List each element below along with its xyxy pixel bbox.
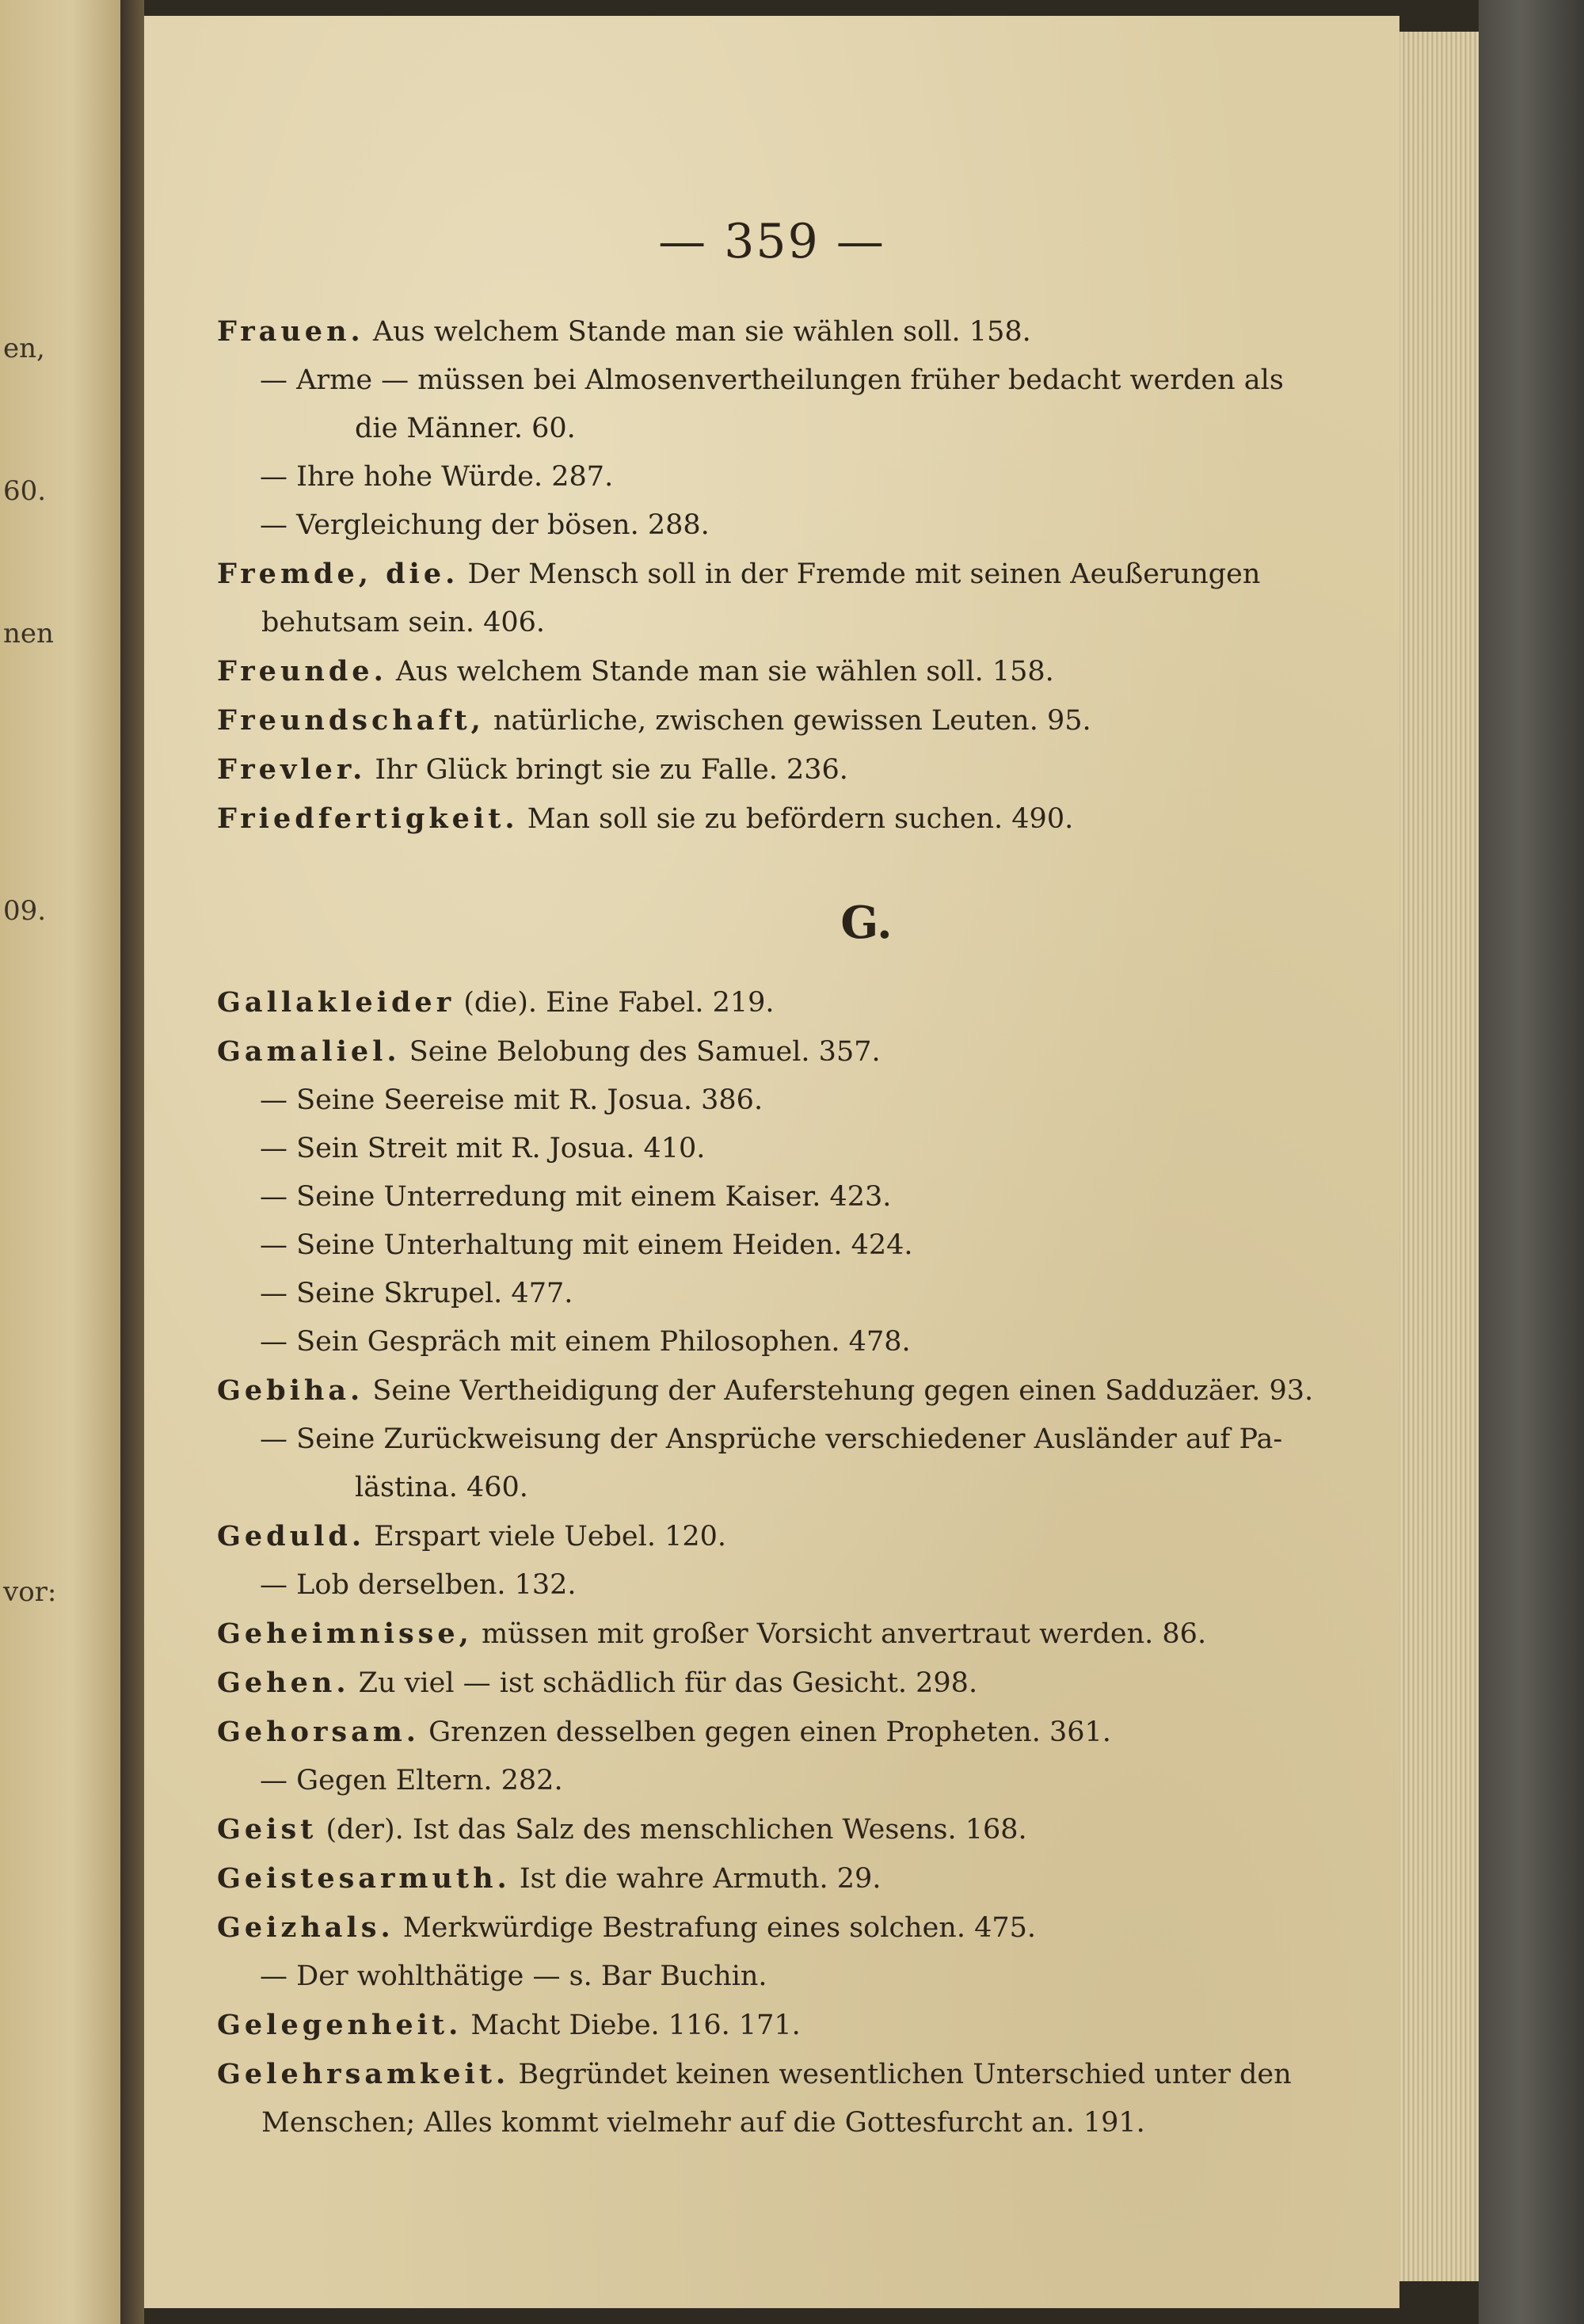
entry-text: Ihr Glück bringt sie zu Falle. 236. — [375, 754, 848, 786]
entry-text: Sein Streit mit R. Josua. 410. — [296, 1133, 706, 1164]
left-fragment: 60. — [3, 475, 47, 507]
index-entry — [217, 1953, 1373, 2001]
entry-text: Vergleichung der bösen. 288. — [296, 509, 710, 541]
entry-text: Ist die wahre Armuth. 29. — [519, 1863, 881, 1895]
entry-text: Aus welchem Stande man sie wählen soll. 158. — [395, 656, 1054, 688]
index-entry — [217, 1270, 1373, 1318]
entry-continuation: die Männer. 60. — [355, 413, 576, 444]
entry-keyword: Gelegenheit. — [217, 2009, 463, 2041]
entry-keyword: — — [260, 509, 287, 541]
entry-keyword: — — [260, 1326, 287, 1358]
entry-keyword: — — [260, 1960, 287, 1992]
index-entry — [217, 1221, 1373, 1270]
index-entry — [217, 1125, 1373, 1173]
entry-text: Seine Belobung des Samuel. 357. — [409, 1036, 881, 1068]
entry-keyword: Gelehrsamkeit. — [217, 2058, 510, 2090]
index-entry — [217, 1659, 1373, 1708]
entry-text: Man soll sie zu befördern suchen. 490. — [527, 803, 1074, 835]
page-number: — 359 — — [658, 214, 885, 269]
book-gutter — [120, 0, 144, 2324]
index-entry — [217, 1708, 1373, 1757]
section-f — [217, 307, 1373, 844]
page-edges — [1399, 32, 1479, 2281]
entry-text: (die). Eine Fabel. 219. — [463, 987, 775, 1019]
entry-keyword: — — [260, 364, 287, 396]
entry-text: Der wohlthätige — s. Bar Buchin. — [296, 1960, 767, 1992]
entry-text: Aus welchem Stande man sie wählen soll. 158. — [372, 316, 1031, 348]
index-entry — [217, 1173, 1373, 1221]
entry-keyword: Geist — [217, 1813, 318, 1846]
entry-text: Seine Unterredung mit einem Kaiser. 423. — [296, 1181, 892, 1213]
index-entry — [217, 1318, 1373, 1366]
entry-text: Macht Diebe. 116. 171. — [470, 2010, 801, 2041]
index-entry — [217, 647, 1373, 696]
entry-keyword: Geistesarmuth. — [217, 1862, 511, 1895]
entry-keyword: — — [260, 1133, 287, 1164]
book-cover — [1479, 0, 1584, 2324]
entry-continuation: Menschen; Alles kommt vielmehr auf die Gottesfurcht an. 191. — [261, 2107, 1145, 2139]
index-entry — [217, 501, 1373, 550]
index-entry — [217, 307, 1373, 356]
index-entries — [217, 307, 1373, 2147]
index-entry — [217, 794, 1373, 844]
index-entry — [217, 1610, 1373, 1659]
book-page — [144, 16, 1399, 2308]
index-entry — [217, 1854, 1373, 1903]
entry-keyword: Geheimnisse, — [217, 1617, 473, 1650]
entry-continuation: lästina. 460. — [355, 1472, 528, 1503]
entry-keyword: — — [260, 1569, 287, 1601]
index-entry — [217, 696, 1373, 745]
index-entry — [217, 745, 1373, 794]
entry-keyword: Freundschaft, — [217, 704, 485, 737]
index-entry — [217, 978, 1373, 1027]
entry-text: Gegen Eltern. 282. — [296, 1765, 563, 1796]
entry-keyword: — — [260, 1229, 287, 1261]
entry-text: Seine Zurückweisung der Ansprüche verschiedener Ausländer auf Pa- — [296, 1423, 1283, 1455]
index-entry — [217, 453, 1373, 501]
index-entry — [217, 1366, 1373, 1415]
entry-keyword: — — [260, 1765, 287, 1796]
entry-text: Seine Seereise mit R. Josua. 386. — [296, 1084, 763, 1116]
left-fragment: 09. — [3, 895, 47, 927]
entry-keyword: — — [260, 1181, 287, 1213]
index-entry — [217, 1415, 1373, 1512]
entry-text: Ihre hohe Würde. 287. — [296, 461, 614, 493]
entry-keyword: Geizhals. — [217, 1911, 394, 1944]
index-entry — [217, 1561, 1373, 1610]
entry-text: Merkwürdige Bestrafung eines solchen. 475. — [402, 1912, 1037, 1944]
entry-keyword: Gallakleider — [217, 986, 455, 1019]
index-entry — [217, 550, 1373, 647]
entry-text: Seine Unterhaltung mit einem Heiden. 424. — [296, 1229, 913, 1261]
entry-text: Grenzen desselben gegen einen Propheten. 361. — [428, 1716, 1111, 1748]
entry-keyword: Frevler. — [217, 753, 367, 786]
entry-text: müssen mit großer Vorsicht anvertraut werden. 86. — [481, 1618, 1207, 1650]
entry-text: Lob derselben. 132. — [296, 1569, 577, 1601]
entry-keyword: Frauen. — [217, 315, 364, 348]
letter-heading: G. — [840, 897, 893, 949]
entry-keyword: — — [260, 1423, 287, 1455]
index-entry — [217, 1757, 1373, 1805]
left-page-edge — [0, 0, 120, 2324]
entry-keyword: Geduld. — [217, 1520, 366, 1553]
entry-keyword: Gebiha. — [217, 1374, 364, 1407]
entry-keyword: Gehen. — [217, 1667, 350, 1699]
entry-text: Arme — müssen bei Almosenvertheilungen früher bedacht werden als — [296, 364, 1284, 396]
entry-keyword: Fremde, die. — [217, 558, 459, 590]
entry-text: Zu viel — ist schädlich für das Gesicht. 298. — [358, 1667, 978, 1699]
entry-keyword: Friedfertigkeit. — [217, 802, 519, 835]
section-g — [217, 978, 1373, 2147]
entry-text: Der Mensch soll in der Fremde mit seinen Aeußerungen — [467, 558, 1261, 590]
index-entry — [217, 1027, 1373, 1076]
entry-text: Seine Skrupel. 477. — [296, 1278, 573, 1309]
index-entry — [217, 1076, 1373, 1125]
entry-text: (der). Ist das Salz des menschlichen Wesens. 168. — [326, 1814, 1027, 1846]
left-fragment: vor: — [3, 1576, 57, 1608]
index-entry — [217, 1512, 1373, 1561]
index-entry — [217, 1805, 1373, 1854]
index-entry — [217, 2050, 1373, 2147]
left-fragment: en, — [3, 333, 45, 364]
entry-text: Erspart viele Uebel. 120. — [374, 1521, 727, 1553]
index-entry — [217, 1903, 1373, 1953]
index-entry — [217, 2001, 1373, 2050]
entry-text: Sein Gespräch mit einem Philosophen. 478. — [296, 1326, 911, 1358]
entry-text: Begründet keinen wesentlichen Unterschied unter den — [518, 2059, 1292, 2090]
entry-text: natürliche, zwischen gewissen Leuten. 95. — [493, 705, 1091, 737]
entry-keyword: — — [260, 1084, 287, 1116]
entry-keyword: — — [260, 461, 287, 493]
entry-keyword: Gamaliel. — [217, 1035, 401, 1068]
entry-text: Seine Vertheidigung der Auferstehung gegen einen Sadduzäer. 93. — [372, 1375, 1314, 1407]
entry-keyword: Gehorsam. — [217, 1716, 420, 1748]
left-fragment: nen — [3, 618, 54, 650]
entry-continuation: behutsam sein. 406. — [261, 607, 545, 638]
entry-keyword: — — [260, 1278, 287, 1309]
index-entry — [217, 356, 1373, 453]
entry-keyword: Freunde. — [217, 655, 387, 688]
